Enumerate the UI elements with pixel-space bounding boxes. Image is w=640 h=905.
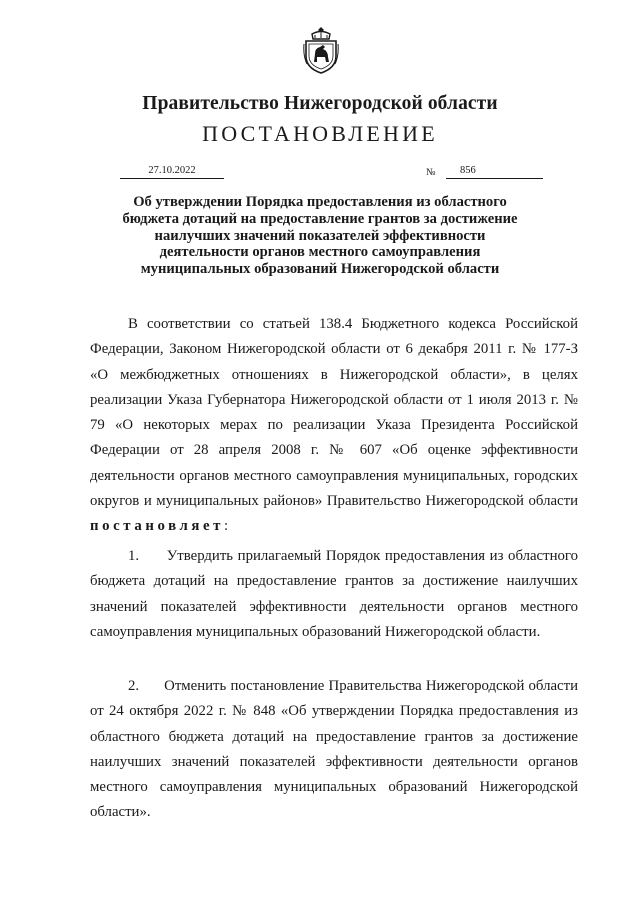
government-name: Правительство Нижегородской области xyxy=(142,93,498,114)
document-number: 856 xyxy=(446,164,543,179)
heading-line: муниципальных образований Нижегородской области xyxy=(140,261,500,278)
item-2-paragraph xyxy=(90,674,578,826)
document-type: ПОСТАНОВЛЕНИЕ xyxy=(202,121,438,146)
item-text: Отменить постановление Правительства Нижегородской области от 24 октября 2022 г. № 848 «Об утверждении Порядка предоставления из областного бюджета дотаций на предоставление грантов за достижение наилучших значений показателей эффективности деятельности органов местного самоуправления муниципальных образований Нижегородской области». xyxy=(90,678,578,821)
number-label: № xyxy=(426,167,436,178)
preamble-paragraph xyxy=(90,312,578,540)
item-text: Утвердить прилагаемый Порядок предоставления из областного бюджета дотаций на предоставление грантов за достижение наилучших значений показателей эффективности деятельности органов местного самоуправления муниципальных образований Нижегородской области. xyxy=(90,548,579,640)
heading-line: наилучших значений показателей эффективности xyxy=(154,227,486,244)
decree-word: постановляет xyxy=(90,518,225,535)
item-number: 1. xyxy=(128,548,140,564)
document-date: 27.10.2022 xyxy=(120,164,224,179)
heading-line: бюджета дотаций на предоставление грантов за достижение xyxy=(122,210,518,227)
preamble-text: В соответствии со статьей 138.4 Бюджетного кодекса Российской Федерации, Законом Нижегородской области от 6 декабря 2011 г. № 177-З «О межбюджетных отношениях в Нижегородской области», в целях реализации Указа Губернатора Нижегородской области от 1 июля 2013 г. № 79 «О некоторых мерах по реализации Указа Президента Российской Федерации от 28 апреля 2008 г. № 607 «Об оценке эффективности деятельности органов местного самоуправления муниципальных, городских округов и муниципальных районов» Правительство Нижегородской области xyxy=(90,316,578,510)
item-1-paragraph xyxy=(90,544,578,645)
item-number: 2. xyxy=(128,678,140,694)
heading-line: деятельности органов местного самоуправления xyxy=(159,244,481,261)
preamble-end: : xyxy=(224,518,229,535)
heading-line: Об утверждении Порядка предоставления из областного xyxy=(133,194,507,210)
coat-of-arms-icon xyxy=(303,26,339,74)
document-heading xyxy=(80,194,560,278)
